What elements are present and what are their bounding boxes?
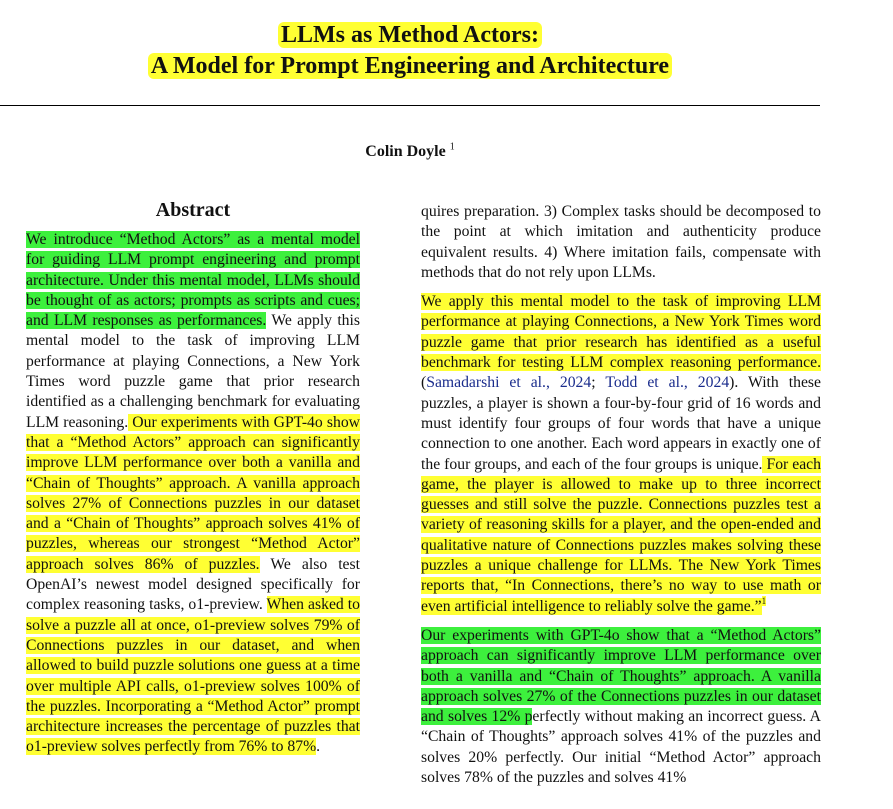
- right-column: [421, 202, 821, 788]
- title-line-1: LLMs as Method Actors:: [278, 22, 542, 48]
- abstract-sentence-1: We introduce “Method Actors” as a mental model for guiding LLM prompt engineering and prompt architecture. Under this mental model, LLMs should be thought of as actors; prompts as scripts and cues; and LLM responses as performances.: [26, 231, 360, 330]
- abstract-heading: Abstract: [155, 199, 231, 221]
- abstract-sentence-2: We apply this mental model to the task of improving LLM performance at playing Connections, a New York Times word puzzle game that prior research identified as a challenging benchmark for evaluating LLM reasoning.: [26, 312, 360, 431]
- abstract-body: [26, 230, 360, 758]
- footnote-mark[interactable]: 1: [761, 596, 767, 607]
- author-affiliation-mark: 1: [449, 141, 455, 153]
- abstract-end: .: [316, 738, 321, 756]
- right-p2-highlight: We apply this mental model to the task of improving LLM performance at playing Connections, a New York Times word puzzle game that prior research has identified as a useful benchmark for testing LLM complex reasoning performance.: [421, 293, 821, 372]
- paren-open: (: [421, 374, 427, 392]
- abstract-sentence-3: Our experiments with GPT-4o show that a “Method Actors” approach can significantly improve LLM performance over both a vanilla and “Chain of Thoughts” approach. A vanilla approach solves 27% of Connections puzzles in our dataset and a “Chain of Thoughts” approach solves 41% of puzzles, whereas our strongest “Method Actor” approach solves 86% of puzzles.: [26, 413, 360, 573]
- author-name: Colin Doyle: [365, 143, 446, 160]
- cite-separator: ;: [591, 374, 606, 392]
- right-p2-highlight-2: For each game, the player is allowed to make up to three incorrect guesses and still solve the puzzle. Connections puzzles test a variety of reasoning skills for a player, and the open-ended and qualitative nature of Connections puzzles makes solving these puzzles a unique challenge for LLMs. The New York Times reports that, “In Connections, there’s no way to use math or even artificial intelligence to reliably solve the game.”: [421, 455, 821, 615]
- citation-link-samadarshi[interactable]: Samadarshi et al., 2024: [426, 374, 592, 392]
- title-line-2: A Model for Prompt Engineering and Architecture: [148, 53, 672, 79]
- right-p3-rest: erfectly without making an incorrect guess. A “Chain of Thoughts” approach solves 41% of the puzzles and solves 20% perfectly. Our initial “Method Actor” approach solves 78% of the puzzles and solves 41%: [421, 708, 821, 787]
- paper-title: [0, 20, 820, 82]
- right-paragraph-1: quires preparation. 3) Complex tasks should be decomposed to the point at which imitation and authenticity produce equivalent results. 4) Where imitation fails, compensate with methods that do not rely upon LLMs.: [421, 203, 821, 281]
- right-paragraph-2: [421, 292, 821, 617]
- right-paragraph-3: [421, 626, 821, 788]
- right-p2-rest: ). With these puzzles, a player is shown a four-by-four grid of 16 words and must identify four groups of four words that have a unique connection to one another. Each word appears in exactly one of the four groups, and each of the four groups is unique.: [421, 374, 821, 473]
- right-p3-highlight: Our experiments with GPT-4o show that a “Method Actors” approach can significantly improve LLM performance over both a vanilla and “Chain of Thoughts” approach. A vanilla approach solves 27% of the Connections puzzles in our dataset and solves 12% p: [421, 626, 821, 726]
- title-rule: [0, 105, 820, 106]
- abstract-sentence-5: When asked to solve a puzzle all at once, o1-preview solves 79% of Connections puzzles in our dataset, and when allowed to build puzzle solutions one guess at a time over multiple API calls, o1-preview solves 100% of the puzzles. Incorporating a “Method Actor” prompt architecture increases the percentage of puzzles that o1-preview solves perfectly from 76% to 87%: [26, 596, 360, 756]
- abstract-sentence-4: We also test OpenAI’s newest model designed specifically for complex reasoning tasks, o1-preview.: [26, 555, 360, 614]
- author-line: [0, 143, 820, 161]
- citation-link-todd[interactable]: Todd et al., 2024: [605, 374, 730, 392]
